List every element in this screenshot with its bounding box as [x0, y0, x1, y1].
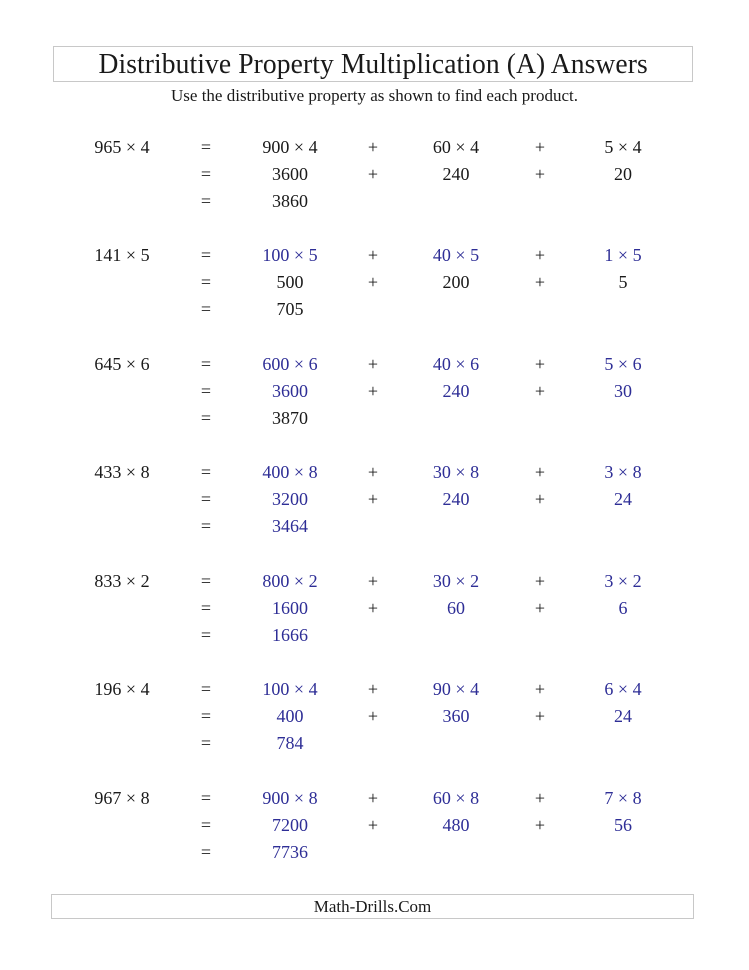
partials-row — [0, 378, 749, 405]
partial-product-tens: 480 — [442, 815, 470, 835]
plus-sign: + — [534, 706, 546, 726]
problem-expression: 965 × 4 — [94, 137, 150, 157]
problem-3 — [0, 351, 749, 435]
partials-row — [0, 595, 749, 622]
partial-product-tens: 240 — [442, 489, 470, 509]
equals-sign: = — [200, 733, 212, 753]
expanded-term-ones: 1 × 5 — [604, 245, 642, 265]
problem-expression: 645 × 6 — [94, 354, 150, 374]
expanded-term-tens: 40 × 5 — [432, 245, 480, 265]
expanded-row — [0, 785, 749, 812]
instructions: Use the distributive property as shown to find each product. — [171, 86, 578, 105]
equals-sign: = — [200, 571, 212, 591]
expanded-row — [0, 134, 749, 161]
partial-product-tens: 360 — [442, 706, 470, 726]
product-row — [0, 188, 749, 215]
equals-sign: = — [200, 679, 212, 699]
expanded-term-hundreds: 600 × 6 — [262, 354, 318, 374]
expanded-term-hundreds: 800 × 2 — [262, 571, 318, 591]
equals-sign: = — [200, 245, 212, 265]
problem-expression: 196 × 4 — [94, 679, 150, 699]
plus-sign: + — [534, 245, 546, 265]
product-row — [0, 622, 749, 649]
plus-sign: + — [367, 815, 379, 835]
partial-product-ones: 30 — [614, 381, 632, 401]
expanded-row — [0, 351, 749, 378]
expanded-row — [0, 459, 749, 486]
expanded-term-ones: 7 × 8 — [604, 788, 642, 808]
plus-sign: + — [367, 137, 379, 157]
expanded-row — [0, 568, 749, 595]
product-row — [0, 730, 749, 757]
title-box — [53, 46, 693, 82]
footer-site-name: Math-Drills.Com — [313, 897, 432, 916]
expanded-term-hundreds: 400 × 8 — [262, 462, 318, 482]
plus-sign: + — [367, 598, 379, 618]
product-row — [0, 513, 749, 540]
equals-sign: = — [200, 137, 212, 157]
equals-sign: = — [200, 299, 212, 319]
plus-sign: + — [367, 164, 379, 184]
expanded-term-ones: 5 × 6 — [604, 354, 642, 374]
footer-box — [51, 894, 694, 919]
plus-sign: + — [534, 571, 546, 591]
equals-sign: = — [200, 354, 212, 374]
partial-product-ones: 24 — [614, 706, 632, 726]
final-product: 1666 — [272, 625, 308, 645]
expanded-term-tens: 90 × 4 — [432, 679, 480, 699]
plus-sign: + — [367, 354, 379, 374]
final-product: 3870 — [272, 408, 308, 428]
expanded-term-hundreds: 900 × 4 — [262, 137, 318, 157]
equals-sign: = — [200, 706, 212, 726]
expanded-term-tens: 60 × 8 — [432, 788, 480, 808]
equals-sign: = — [200, 164, 212, 184]
partials-row — [0, 703, 749, 730]
equals-sign: = — [200, 788, 212, 808]
expanded-term-ones: 3 × 2 — [604, 571, 642, 591]
equals-sign: = — [200, 625, 212, 645]
problem-5 — [0, 568, 749, 652]
plus-sign: + — [367, 706, 379, 726]
plus-sign: + — [534, 815, 546, 835]
problem-7 — [0, 785, 749, 869]
final-product: 784 — [276, 733, 304, 753]
problem-2 — [0, 242, 749, 326]
final-product: 3464 — [272, 516, 308, 536]
plus-sign: + — [367, 381, 379, 401]
expanded-term-tens: 40 × 6 — [432, 354, 480, 374]
equals-sign: = — [200, 598, 212, 618]
partials-row — [0, 161, 749, 188]
partial-product-hundreds: 3600 — [272, 164, 308, 184]
problem-6 — [0, 676, 749, 760]
partial-product-hundreds: 1600 — [272, 598, 308, 618]
equals-sign: = — [200, 489, 212, 509]
expanded-term-hundreds: 100 × 4 — [262, 679, 318, 699]
equals-sign: = — [200, 516, 212, 536]
product-row — [0, 405, 749, 432]
equals-sign: = — [200, 815, 212, 835]
problem-expression: 833 × 2 — [94, 571, 150, 591]
expanded-term-ones: 5 × 4 — [604, 137, 642, 157]
problem-4 — [0, 459, 749, 543]
partial-product-ones: 5 — [618, 272, 628, 292]
partial-product-hundreds: 500 — [276, 272, 304, 292]
product-row — [0, 839, 749, 866]
expanded-term-ones: 6 × 4 — [604, 679, 642, 699]
problem-expression: 433 × 8 — [94, 462, 150, 482]
partial-product-tens: 240 — [442, 164, 470, 184]
plus-sign: + — [534, 489, 546, 509]
partials-row — [0, 486, 749, 513]
plus-sign: + — [534, 462, 546, 482]
partial-product-hundreds: 400 — [276, 706, 304, 726]
plus-sign: + — [367, 788, 379, 808]
expanded-row — [0, 242, 749, 269]
problem-1 — [0, 134, 749, 218]
page-title: Distributive Property Multiplication (A) Answers — [98, 47, 648, 80]
problem-expression: 141 × 5 — [94, 245, 150, 265]
partial-product-ones: 24 — [614, 489, 632, 509]
final-product: 705 — [276, 299, 304, 319]
plus-sign: + — [367, 489, 379, 509]
partial-product-tens: 200 — [442, 272, 470, 292]
plus-sign: + — [534, 272, 546, 292]
expanded-row — [0, 676, 749, 703]
partial-product-tens: 60 — [447, 598, 465, 618]
plus-sign: + — [534, 598, 546, 618]
final-product: 7736 — [272, 842, 308, 862]
equals-sign: = — [200, 462, 212, 482]
plus-sign: + — [367, 245, 379, 265]
plus-sign: + — [534, 354, 546, 374]
partial-product-tens: 240 — [442, 381, 470, 401]
expanded-term-tens: 60 × 4 — [432, 137, 480, 157]
equals-sign: = — [200, 408, 212, 428]
plus-sign: + — [367, 571, 379, 591]
expanded-term-tens: 30 × 8 — [432, 462, 480, 482]
partial-product-hundreds: 3600 — [272, 381, 308, 401]
partials-row — [0, 812, 749, 839]
plus-sign: + — [367, 679, 379, 699]
expanded-term-hundreds: 900 × 8 — [262, 788, 318, 808]
equals-sign: = — [200, 381, 212, 401]
equals-sign: = — [200, 272, 212, 292]
partial-product-ones: 56 — [614, 815, 632, 835]
plus-sign: + — [534, 679, 546, 699]
final-product: 3860 — [272, 191, 308, 211]
partials-row — [0, 269, 749, 296]
expanded-term-hundreds: 100 × 5 — [262, 245, 318, 265]
partial-product-hundreds: 3200 — [272, 489, 308, 509]
equals-sign: = — [200, 191, 212, 211]
plus-sign: + — [367, 272, 379, 292]
plus-sign: + — [534, 381, 546, 401]
plus-sign: + — [534, 164, 546, 184]
product-row — [0, 296, 749, 323]
plus-sign: + — [367, 462, 379, 482]
partial-product-ones: 20 — [614, 164, 632, 184]
equals-sign: = — [200, 842, 212, 862]
partial-product-ones: 6 — [618, 598, 628, 618]
plus-sign: + — [534, 788, 546, 808]
problem-expression: 967 × 8 — [94, 788, 150, 808]
partial-product-hundreds: 7200 — [272, 815, 308, 835]
plus-sign: + — [534, 137, 546, 157]
expanded-term-tens: 30 × 2 — [432, 571, 480, 591]
expanded-term-ones: 3 × 8 — [604, 462, 642, 482]
